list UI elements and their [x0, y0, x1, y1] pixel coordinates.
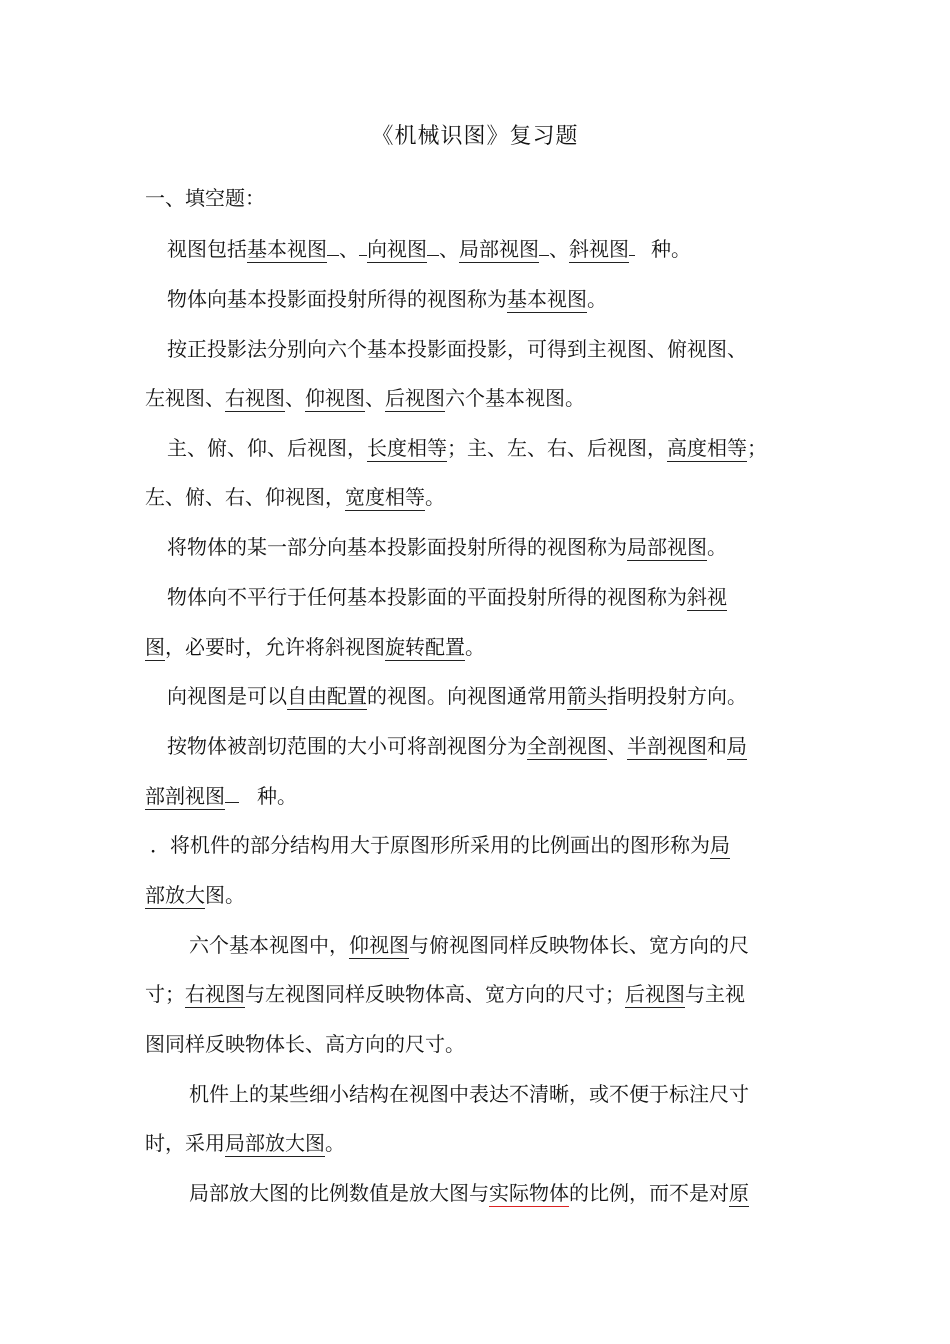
answer-blank: 全剖视图: [527, 734, 607, 758]
text-line: 部放大图。: [145, 883, 245, 907]
text-line: 视图包括基本视图 、 向视图 、局部视图 、斜视图 种。: [167, 237, 691, 261]
answer-blank: 自由配置: [287, 684, 367, 708]
document-title: 《机械识图》复习题: [371, 124, 579, 149]
text-line: 左、俯、右、仰视图，宽度相等。: [145, 485, 445, 509]
answer-blank: 斜视图: [569, 237, 629, 261]
text-line: 将物体的某一部分向基本投影面投射所得的视图称为局部视图。: [167, 535, 727, 559]
answer-blank: 基本视图: [247, 237, 327, 261]
answer-blank: 实际物体: [489, 1181, 569, 1205]
answer-blank: 后视图: [625, 982, 685, 1006]
text-line: 按物体被剖切范围的大小可将剖视图分为全剖视图、半剖视图和局: [167, 734, 747, 758]
answer-blank: 局部放大图: [225, 1131, 325, 1155]
answer-blank: 斜视: [687, 585, 727, 609]
text-line: 机件上的某些细小结构在视图中表达不清晰，或不便于标注尺寸: [189, 1082, 749, 1106]
section-heading: 一、填空题：: [145, 186, 265, 210]
text-line: 按正投影法分别向六个基本投影面投影，可得到主视图、俯视图、: [167, 337, 747, 361]
text-line: ．将机件的部分结构用大于原图形所采用的比例画出的图形称为局: [150, 833, 730, 857]
answer-blank: 局部视图: [459, 237, 539, 261]
answer-blank: 后视图: [385, 386, 445, 410]
answer-blank: 旋转配置: [385, 635, 465, 659]
answer-blank: 部剖视图: [145, 784, 225, 808]
text-line: 向视图是可以自由配置的视图。向视图通常用箭头指明投射方向。: [167, 684, 747, 708]
answer-blank: 宽度相等: [345, 485, 425, 509]
answer-blank: 部放大: [145, 883, 205, 907]
answer-blank: 基本视图: [507, 287, 587, 311]
text-line: 六个基本视图中，仰视图与俯视图同样反映物体长、宽方向的尺: [189, 933, 749, 957]
text-line: 部剖视图 种。: [145, 784, 297, 808]
answer-blank: 右视图: [225, 386, 285, 410]
answer-blank: 原: [729, 1181, 749, 1205]
answer-blank: 向视图: [367, 237, 427, 261]
text-line: 左视图、右视图、仰视图、后视图六个基本视图。: [145, 386, 585, 410]
answer-blank: 长度相等: [367, 436, 447, 460]
text-line: 图，必要时，允许将斜视图旋转配置。: [145, 635, 485, 659]
answer-blank: 局: [710, 833, 730, 857]
answer-blank: 箭头: [567, 684, 607, 708]
answer-blank: 高度相等: [667, 436, 747, 460]
answer-blank: 仰视图: [349, 933, 409, 957]
answer-blank: 右视图: [185, 982, 245, 1006]
text-line: 图同样反映物体长、高方向的尺寸。: [145, 1032, 465, 1056]
text-line: 寸；右视图与左视图同样反映物体高、宽方向的尺寸；后视图与主视: [145, 982, 745, 1006]
text-line: 主、俯、仰、后视图，长度相等；主、左、右、后视图，高度相等；: [167, 436, 767, 460]
answer-blank: 局: [727, 734, 747, 758]
text-line: 物体向不平行于任何基本投影面的平面投射所得的视图称为斜视: [167, 585, 727, 609]
answer-blank: 半剖视图: [627, 734, 707, 758]
text-line: 物体向基本投影面投射所得的视图称为基本视图。: [167, 287, 607, 311]
answer-blank: 局部视图: [627, 535, 707, 559]
text-line: 局部放大图的比例数值是放大图与实际物体的比例，而不是对原: [189, 1181, 749, 1205]
text-line: 时，采用局部放大图。: [145, 1131, 345, 1155]
answer-blank: 图: [145, 635, 165, 659]
answer-blank: 仰视图: [305, 386, 365, 410]
